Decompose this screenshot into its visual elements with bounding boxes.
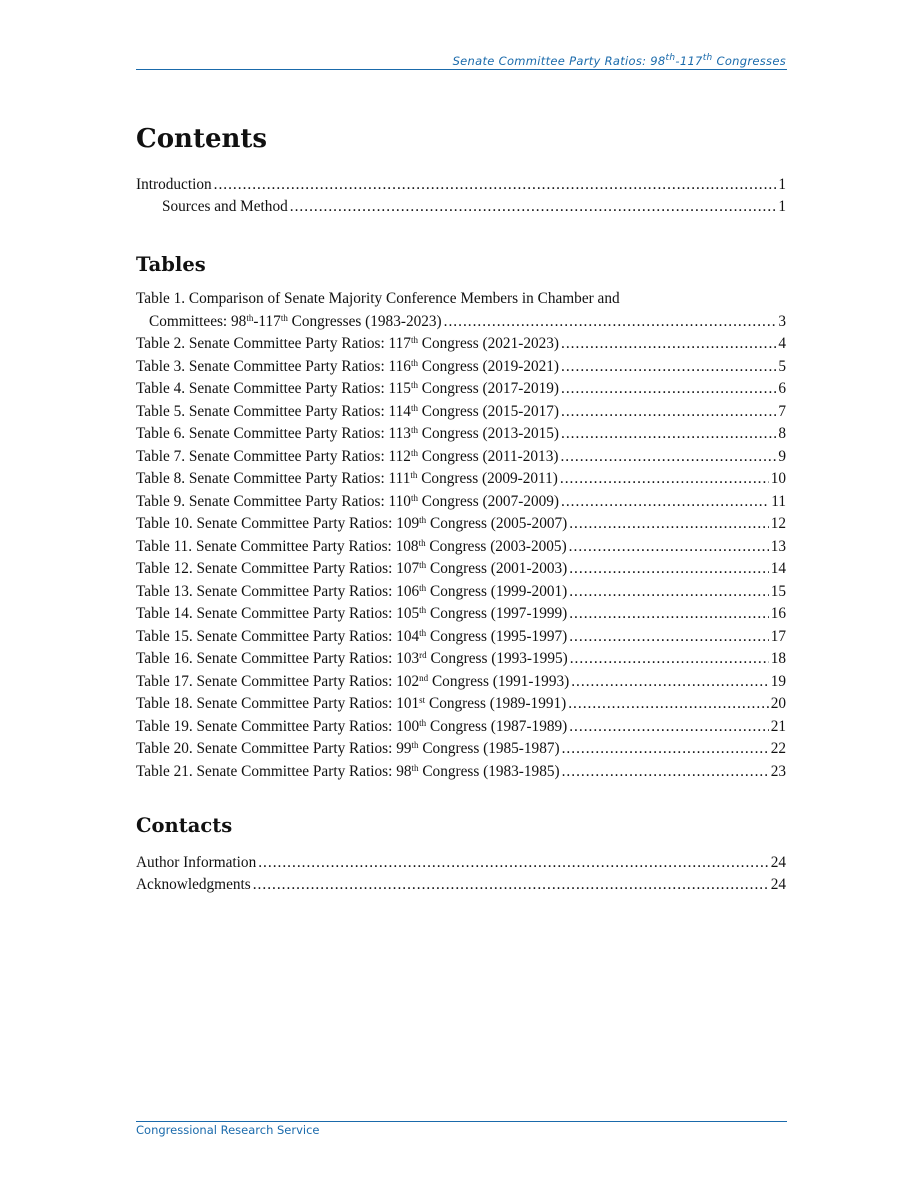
toc-page-number: 3	[778, 312, 786, 330]
toc-page-number: 9	[778, 447, 786, 465]
toc-entry-table-7[interactable]	[136, 445, 786, 468]
toc-entry-text: Table 18. Senate Committee Party Ratios: 101st Congress (1989-1991)	[136, 695, 567, 712]
header-rule	[136, 69, 787, 70]
toc-page-number: 16	[770, 605, 786, 622]
toc-entry-introduction[interactable]	[136, 173, 786, 196]
toc-entry-text: Table 12. Senate Committee Party Ratios: 107th Congress (2001-2003)	[136, 560, 568, 577]
running-header	[136, 54, 786, 68]
header-sup: th	[702, 53, 713, 63]
dot-leader	[560, 468, 769, 490]
toc-page-number: 1	[778, 198, 786, 215]
dot-leader	[561, 378, 776, 400]
tables-heading: Tables	[136, 253, 206, 276]
dot-leader	[561, 491, 769, 513]
toc-entry-table-4[interactable]	[136, 378, 786, 401]
contents-heading: Contents	[136, 124, 268, 154]
dot-leader	[214, 174, 777, 196]
toc-entry-text: Introduction	[136, 175, 212, 193]
toc-entry-text: Table 21. Senate Committee Party Ratios: 98th Congress (1983-1985)	[136, 762, 560, 780]
dot-leader	[569, 603, 768, 625]
dot-leader	[569, 536, 769, 558]
dot-leader	[569, 513, 768, 535]
dot-leader	[561, 401, 776, 423]
toc-page-number: 19	[770, 672, 786, 690]
contacts-heading: Contacts	[136, 814, 233, 837]
tables-list	[136, 289, 786, 783]
toc-entry-table-13[interactable]	[136, 580, 786, 603]
toc-entry-table-5[interactable]	[136, 400, 786, 423]
toc-page-number: 10	[770, 470, 786, 487]
toc-page-number: 21	[770, 717, 786, 735]
toc-entry-sources-and-method[interactable]	[136, 196, 786, 219]
toc-entry-text: Table 7. Senate Committee Party Ratios: 112th Congress (2011-2013)	[136, 447, 559, 465]
toc-entry-text: Sources and Method	[162, 198, 288, 215]
toc-entry-table-17[interactable]	[136, 670, 786, 693]
dot-leader	[253, 874, 769, 896]
toc-page-number: 12	[770, 515, 786, 532]
toc-entry-text: Table 8. Senate Committee Party Ratios: 111th Congress (2009-2011)	[136, 470, 558, 487]
toc-entry-text: Table 20. Senate Committee Party Ratios: 99th Congress (1985-1987)	[136, 740, 560, 757]
dot-leader	[571, 671, 768, 693]
toc-entry-acknowledgments[interactable]	[136, 874, 786, 897]
toc-page-number: 6	[778, 380, 786, 397]
header-sup: th	[665, 53, 676, 63]
toc-entry-text: Table 4. Senate Committee Party Ratios: 115th Congress (2017-2019)	[136, 380, 560, 397]
dot-leader	[290, 196, 777, 218]
dot-leader	[561, 356, 776, 378]
dot-leader	[568, 693, 768, 715]
footer: Congressional Research Service	[136, 1123, 320, 1137]
toc-entry-text: Table 3. Senate Committee Party Ratios: 116th Congress (2019-2021)	[136, 357, 560, 375]
toc-entry-text: Table 9. Senate Committee Party Ratios: 110th Congress (2007-2009)	[136, 492, 560, 510]
toc-entry-table-18[interactable]	[136, 693, 786, 716]
toc-entry-table-12[interactable]	[136, 558, 786, 581]
toc-page-number: 1	[778, 175, 786, 193]
toc-entry-table-3[interactable]	[136, 355, 786, 378]
toc-page-number: 8	[778, 425, 786, 442]
toc-page-number: 24	[770, 853, 786, 871]
dot-leader	[569, 558, 768, 580]
header-text: -117	[675, 54, 703, 68]
toc-entry-table-11[interactable]	[136, 535, 786, 558]
toc-entry-text: Table 16. Senate Committee Party Ratios: 103rd Congress (1993-1995)	[136, 650, 568, 667]
toc-entry-table-19[interactable]	[136, 715, 786, 738]
toc-entry-table-14[interactable]	[136, 603, 786, 626]
toc-entry-table-15[interactable]	[136, 625, 786, 648]
toc-entry-table-9[interactable]	[136, 490, 786, 513]
toc-page-number: 5	[778, 357, 786, 375]
toc-entry-text: Table 5. Senate Committee Party Ratios: 114th Congress (2015-2017)	[136, 402, 560, 420]
toc-entry-author-information[interactable]	[136, 851, 786, 874]
toc-entry-text: Table 14. Senate Committee Party Ratios: 105th Congress (1997-1999)	[136, 605, 568, 622]
toc-entry-table-21[interactable]	[136, 760, 786, 783]
dot-leader	[569, 626, 768, 648]
toc-entry-text: Table 1. Comparison of Senate Majority Conference Members in Chamber and	[136, 290, 620, 307]
toc-entry-table-16[interactable]	[136, 648, 786, 671]
toc-entry-table-6[interactable]	[136, 423, 786, 446]
toc-page-number: 24	[770, 876, 786, 893]
toc-entry-text: Committees: 98th-117th Congresses (1983-2023)	[149, 312, 442, 330]
toc-entry-text: Table 11. Senate Committee Party Ratios: 108th Congress (2003-2005)	[136, 537, 567, 555]
toc-page-number: 14	[770, 560, 786, 577]
header-text: Congresses	[712, 54, 786, 68]
toc-page-number: 7	[778, 402, 786, 420]
dot-leader	[561, 423, 776, 445]
toc-page-number: 13	[770, 537, 786, 555]
dot-leader	[569, 581, 768, 603]
toc-entry-text: Table 15. Senate Committee Party Ratios: 104th Congress (1995-1997)	[136, 627, 568, 645]
toc-page-number: 23	[770, 762, 786, 780]
dot-leader	[444, 311, 777, 333]
toc-entry-text: Table 2. Senate Committee Party Ratios: 117th Congress (2021-2023)	[136, 335, 560, 352]
toc-entry-text: Table 17. Senate Committee Party Ratios: 102nd Congress (1991-1993)	[136, 672, 570, 690]
toc-page-number: 11	[771, 492, 786, 510]
dot-leader	[561, 333, 776, 355]
toc-entry-text: Table 6. Senate Committee Party Ratios: 113th Congress (2013-2015)	[136, 425, 560, 442]
toc-page-number: 15	[770, 582, 786, 600]
toc-page-number: 4	[778, 335, 786, 352]
toc-entry-table-10[interactable]	[136, 513, 786, 536]
contacts-list	[136, 851, 786, 896]
toc-entry-text: Table 19. Senate Committee Party Ratios: 100th Congress (1987-1989)	[136, 717, 568, 735]
dot-leader	[560, 446, 776, 468]
toc-entry-text: Table 10. Senate Committee Party Ratios: 109th Congress (2005-2007)	[136, 515, 568, 532]
contents-list	[136, 173, 786, 218]
toc-entry-table-2[interactable]	[136, 333, 786, 356]
toc-entry-table-8[interactable]	[136, 468, 786, 491]
toc-page-number: 22	[770, 740, 786, 757]
toc-entry-table-1[interactable]	[136, 289, 786, 333]
toc-page-number: 20	[770, 695, 786, 712]
dot-leader	[570, 648, 769, 670]
toc-entry-text: Acknowledgments	[136, 876, 251, 893]
dot-leader	[258, 852, 768, 874]
toc-entry-table-20[interactable]	[136, 738, 786, 761]
dot-leader	[562, 761, 769, 783]
dot-leader	[569, 716, 768, 738]
toc-entry-text: Author Information	[136, 853, 257, 871]
toc-page-number: 18	[770, 650, 786, 667]
table-entries	[136, 333, 786, 783]
toc-entry-text: Table 13. Senate Committee Party Ratios: 106th Congress (1999-2001)	[136, 582, 568, 600]
toc-page-number: 17	[770, 627, 786, 645]
footer-rule	[136, 1121, 787, 1122]
dot-leader	[562, 738, 769, 760]
header-text: Senate Committee Party Ratios: 98	[452, 54, 666, 68]
